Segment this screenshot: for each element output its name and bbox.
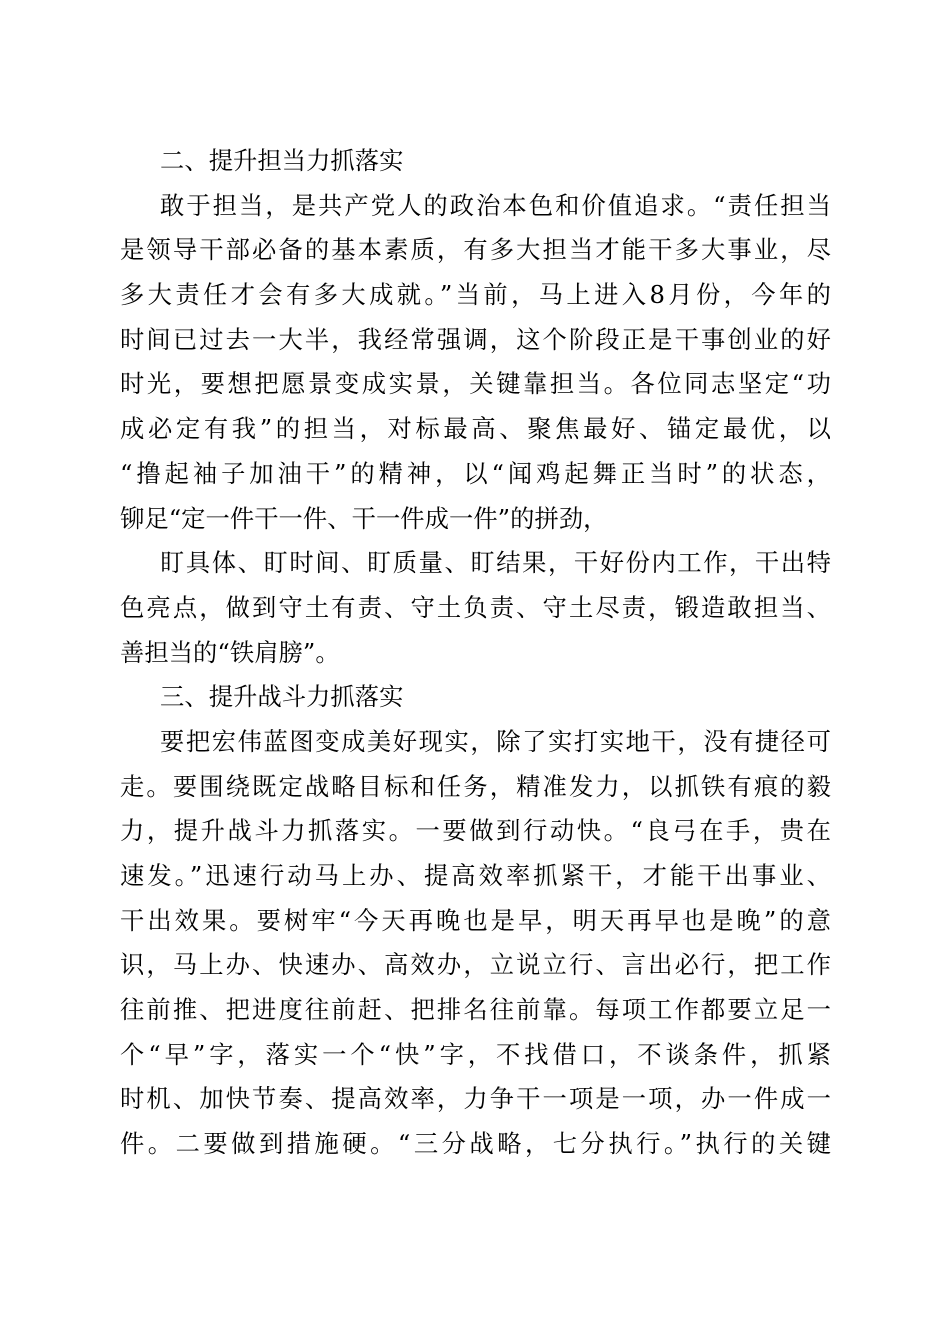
text-line: 色亮点，做到守土有责、守土负责、守土尽责，锻造敢担当、 <box>120 592 831 622</box>
text-line: 个“早”字，落实一个“快”字，不找借口，不谈条件，抓紧 <box>120 1039 831 1069</box>
section-2-heading: 二、提升担当力抓落实 <box>160 146 404 175</box>
section-3-heading: 三、提升战斗力抓落实 <box>160 682 404 712</box>
text-line: 识，马上办、快速办、高效办，立说立行、言出必行，把工作 <box>120 950 831 980</box>
document-body <box>120 139 831 1167</box>
text-line: 敢于担当，是共产党人的政治本色和价值追求。“责任担当 <box>160 190 831 220</box>
text-line: 盯具体、盯时间、盯质量、盯结果，干好份内工作，干出特 <box>160 548 831 578</box>
text-line: 成必定有我”的担当，对标最高、聚焦最好、锚定最优，以 <box>120 414 831 444</box>
text-line: 速发。”迅速行动马上办、提高效率抓紧干，才能干出事业、 <box>120 861 831 891</box>
section-2-paragraph-1 <box>120 184 831 542</box>
text-line: 多大责任才会有多大成就。”当前，马上进入8月份，今年的 <box>120 280 831 310</box>
text-line: 走。要围绕既定战略目标和任务，精准发力，以抓铁有痕的毅 <box>120 771 831 801</box>
text-line: 要把宏伟蓝图变成美好现实，除了实打实地干，没有捷径可 <box>160 726 831 756</box>
text-line: 时间已过去一大半，我经常强调，这个阶段正是干事创业的好 <box>120 324 831 354</box>
section-2-paragraph-2 <box>120 541 831 675</box>
text-line: “撸起袖子加油干”的精神，以“闻鸡起舞正当时”的状态， <box>120 458 831 488</box>
text-line: 干出效果。要树牢“今天再晚也是早，明天再早也是晚”的意 <box>120 905 831 935</box>
text-line: 时光，要想把愿景变成实景，关键靠担当。各位同志坚定“功 <box>120 369 831 399</box>
text-line: 往前推、把进度往前赶、把排名往前靠。每项工作都要立足一 <box>120 995 831 1025</box>
text-line: 时机、加快节奏、提高效率，力争干一项是一项，办一件成一 <box>120 1084 831 1114</box>
text-line: 件。二要做到措施硬。“三分战略，七分执行。”执行的关键 <box>120 1129 831 1159</box>
text-line: 铆足“定一件干一件、干一件成一件”的拼劲， <box>120 503 608 533</box>
text-line: 力，提升战斗力抓落实。一要做到行动快。“良弓在手，贵在 <box>120 816 831 846</box>
text-line: 善担当的“铁肩膀”。 <box>120 637 340 667</box>
section-3-paragraph-1 <box>120 720 831 1167</box>
text-line: 是领导干部必备的基本素质，有多大担当才能干多大事业，尽 <box>120 235 831 265</box>
